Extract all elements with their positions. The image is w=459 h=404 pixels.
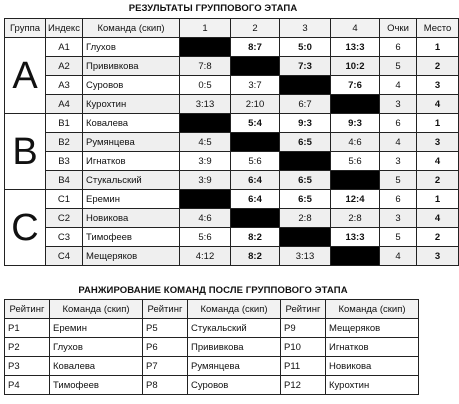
team-points: 4: [380, 133, 417, 152]
match-score: 7:3: [280, 57, 331, 76]
ranking-row: [5, 338, 419, 357]
header-rating-2: Рейтинг: [143, 300, 188, 319]
team-place: 2: [417, 57, 459, 76]
team-index: B2: [46, 133, 83, 152]
team-name: Еремин: [83, 190, 180, 209]
ranking-row: [5, 376, 419, 395]
team-points: 5: [380, 171, 417, 190]
team-index: C3: [46, 228, 83, 247]
header-team-3: Команда (скип): [326, 300, 419, 319]
ranked-team-name: Суровов: [188, 376, 281, 395]
team-index: A3: [46, 76, 83, 95]
group-letter: B: [5, 114, 46, 190]
team-index: B1: [46, 114, 83, 133]
rating-code: P2: [5, 338, 50, 357]
team-points: 5: [380, 228, 417, 247]
team-index: B4: [46, 171, 83, 190]
rating-code: P6: [143, 338, 188, 357]
header-group: Группа: [5, 19, 46, 38]
header-opp-4: 4: [331, 19, 380, 38]
rating-code: P3: [5, 357, 50, 376]
match-score: 13:3: [331, 38, 380, 57]
ranked-team-name: Прививкова: [188, 338, 281, 357]
self-match-cell: [231, 209, 280, 228]
ranked-team-name: Ковалева: [50, 357, 143, 376]
team-place: 3: [417, 247, 459, 266]
team-points: 6: [380, 114, 417, 133]
match-score: 5:0: [280, 38, 331, 57]
team-name: Суровов: [83, 76, 180, 95]
team-place: 4: [417, 95, 459, 114]
match-score: 10:2: [331, 57, 380, 76]
rating-code: P4: [5, 376, 50, 395]
table-row: [5, 190, 459, 209]
match-score: 6:5: [280, 171, 331, 190]
match-score: 6:4: [231, 171, 280, 190]
match-score: 6:7: [280, 95, 331, 114]
ranked-team-name: Глухов: [50, 338, 143, 357]
ranked-team-name: Мещеряков: [326, 319, 419, 338]
match-score: 3:9: [180, 171, 231, 190]
header-index: Индекс: [46, 19, 83, 38]
page-title: РЕЗУЛЬТАТЫ ГРУППОВОГО ЭТАПА: [128, 3, 298, 14]
self-match-cell: [180, 114, 231, 133]
team-points: 4: [380, 247, 417, 266]
team-place: 1: [417, 38, 459, 57]
match-score: 3:7: [231, 76, 280, 95]
ranking-row: [5, 319, 419, 338]
team-points: 3: [380, 152, 417, 171]
match-score: 2:8: [331, 209, 380, 228]
ranked-team-name: Игнатков: [326, 338, 419, 357]
match-score: 5:6: [231, 152, 280, 171]
team-name: Глухов: [83, 38, 180, 57]
table-row: [5, 38, 459, 57]
match-score: 8:2: [231, 228, 280, 247]
rating-code: P11: [281, 357, 326, 376]
header-opp-2: 2: [231, 19, 280, 38]
rating-code: P5: [143, 319, 188, 338]
team-name: Ковалева: [83, 114, 180, 133]
table-row: [5, 95, 459, 114]
group-header-row: [5, 19, 459, 38]
team-place: 2: [417, 171, 459, 190]
team-index: A1: [46, 38, 83, 57]
match-score: 9:3: [280, 114, 331, 133]
ranked-team-name: Курохтин: [326, 376, 419, 395]
table-row: [5, 228, 459, 247]
team-index: A4: [46, 95, 83, 114]
team-name: Новикова: [83, 209, 180, 228]
team-name: Тимофеев: [83, 228, 180, 247]
team-name: Румянцева: [83, 133, 180, 152]
ranking-header-row: [5, 300, 419, 319]
team-place: 1: [417, 190, 459, 209]
ranking-row: [5, 357, 419, 376]
team-index: A2: [46, 57, 83, 76]
header-place: Место: [417, 19, 459, 38]
team-name: Игнатков: [83, 152, 180, 171]
rating-code: P8: [143, 376, 188, 395]
header-rating-1: Рейтинг: [5, 300, 50, 319]
table-row: [5, 57, 459, 76]
team-name: Прививкова: [83, 57, 180, 76]
match-score: 8:2: [231, 247, 280, 266]
table-row: [5, 247, 459, 266]
team-points: 6: [380, 190, 417, 209]
group-letter: C: [5, 190, 46, 266]
team-place: 1: [417, 114, 459, 133]
ranking-table: [4, 299, 419, 395]
self-match-cell: [280, 76, 331, 95]
team-place: 4: [417, 209, 459, 228]
team-index: C1: [46, 190, 83, 209]
ranked-team-name: Новикова: [326, 357, 419, 376]
self-match-cell: [331, 171, 380, 190]
header-team: Команда (скип): [83, 19, 180, 38]
ranked-team-name: Румянцева: [188, 357, 281, 376]
match-score: 5:4: [231, 114, 280, 133]
match-score: 9:3: [331, 114, 380, 133]
team-place: 3: [417, 133, 459, 152]
team-points: 3: [380, 209, 417, 228]
match-score: 3:13: [180, 95, 231, 114]
ranking-title: РАНЖИРОВАНИЕ КОМАНД ПОСЛЕ ГРУППОВОГО ЭТАПА: [78, 285, 348, 296]
table-row: [5, 114, 459, 133]
match-score: 3:13: [280, 247, 331, 266]
table-row: [5, 209, 459, 228]
self-match-cell: [280, 152, 331, 171]
match-score: 4:6: [331, 133, 380, 152]
team-points: 3: [380, 95, 417, 114]
rating-code: P1: [5, 319, 50, 338]
header-points: Очки: [380, 19, 417, 38]
header-opp-3: 3: [280, 19, 331, 38]
match-score: 4:5: [180, 133, 231, 152]
header-opp-1: 1: [180, 19, 231, 38]
match-score: 8:7: [231, 38, 280, 57]
team-index: C2: [46, 209, 83, 228]
match-score: 13:3: [331, 228, 380, 247]
self-match-cell: [331, 247, 380, 266]
team-points: 4: [380, 76, 417, 95]
match-score: 3:9: [180, 152, 231, 171]
match-score: 5:6: [331, 152, 380, 171]
rating-code: P12: [281, 376, 326, 395]
rating-code: P7: [143, 357, 188, 376]
team-index: B3: [46, 152, 83, 171]
match-score: 2:8: [280, 209, 331, 228]
self-match-cell: [331, 95, 380, 114]
match-score: 5:6: [180, 228, 231, 247]
match-score: 4:12: [180, 247, 231, 266]
match-score: 7:6: [331, 76, 380, 95]
rating-code: P9: [281, 319, 326, 338]
match-score: 6:5: [280, 133, 331, 152]
match-score: 2:10: [231, 95, 280, 114]
header-team-1: Команда (скип): [50, 300, 143, 319]
self-match-cell: [231, 133, 280, 152]
match-score: 6:5: [280, 190, 331, 209]
table-row: [5, 76, 459, 95]
match-score: 6:4: [231, 190, 280, 209]
self-match-cell: [231, 57, 280, 76]
header-rating-3: Рейтинг: [281, 300, 326, 319]
table-row: [5, 171, 459, 190]
self-match-cell: [180, 190, 231, 209]
team-name: Стукальский: [83, 171, 180, 190]
self-match-cell: [280, 228, 331, 247]
team-points: 5: [380, 57, 417, 76]
group-letter: A: [5, 38, 46, 114]
team-name: Мещеряков: [83, 247, 180, 266]
team-place: 4: [417, 152, 459, 171]
match-score: 0:5: [180, 76, 231, 95]
group-results-table: [4, 18, 459, 266]
rating-code: P10: [281, 338, 326, 357]
team-place: 2: [417, 228, 459, 247]
team-place: 3: [417, 76, 459, 95]
match-score: 12:4: [331, 190, 380, 209]
team-index: C4: [46, 247, 83, 266]
self-match-cell: [180, 38, 231, 57]
table-row: [5, 133, 459, 152]
ranked-team-name: Еремин: [50, 319, 143, 338]
team-name: Курохтин: [83, 95, 180, 114]
match-score: 4:6: [180, 209, 231, 228]
ranked-team-name: Тимофеев: [50, 376, 143, 395]
header-team-2: Команда (скип): [188, 300, 281, 319]
table-row: [5, 152, 459, 171]
ranked-team-name: Стукальский: [188, 319, 281, 338]
match-score: 7:8: [180, 57, 231, 76]
team-points: 6: [380, 38, 417, 57]
